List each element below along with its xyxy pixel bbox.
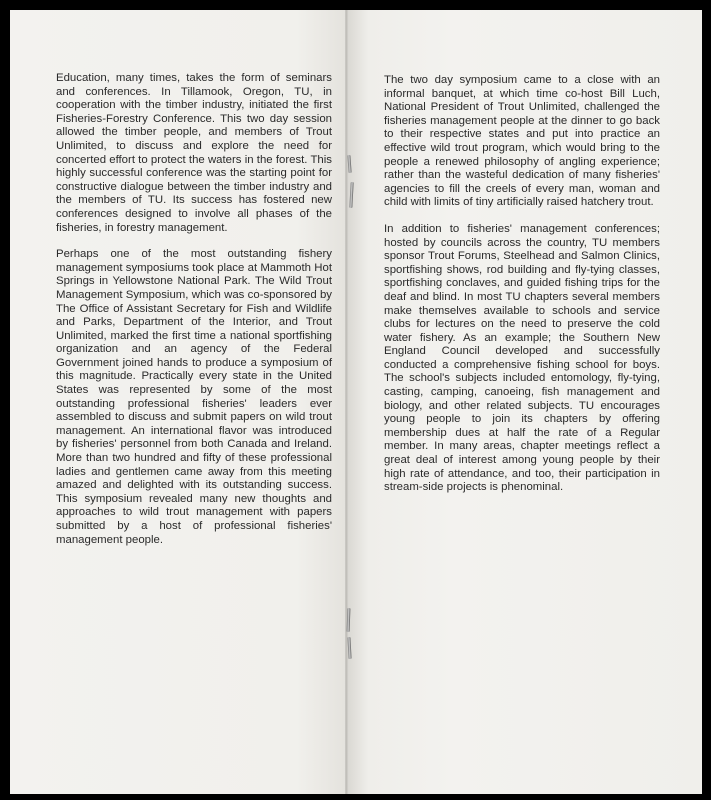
right-text-column — [384, 74, 660, 508]
right-paragraph-1: The two day symposium came to a close with an informal banquet, at which time co-host Bill Luch, National President of Trout Unlimited, challenged the fisheries management people at the dinner to go back to their respective states and put into practice an effective wild trout program, which would bring to the people a renewed philosophy of angling experience; rather than the wasteful dedication of many fisheries' agencies to fill the creels of every man, woman and child with limits of tiny artificially raised hatchery trout. — [384, 74, 660, 209]
left-text-column — [56, 72, 332, 560]
left-paragraph-1: Education, many times, takes the form of seminars and conferences. In Tillamook, Oregon, TU, in cooperation with the timber industry, initiated the first Fisheries-Forestry Conference. This two day session allowed the timber people, and members of Trout Unlimited, to discuss and explore the need for concerted effort to protect the waters in the forest. This highly successful conference was the starting point for constructive dialogue between the timber industry and the members of TU. Its success has fostered new conferences designed to involve all phases of the fisheries, in forestry management. — [56, 72, 332, 234]
booklet-spine — [345, 10, 348, 794]
right-paragraph-2: In addition to fisheries' management conferences; hosted by councils across the country, TU members sponsor Trout Forums, Steelhead and Salmon Clinics, sportfishing shows, rod building and fly-tying classes, sportfishing conclaves, and guided fishing trips for the deaf and blind. In most TU chapters several members make themselves available to schools and service clubs for lectures on the need to preserve the cold water fishery. As an example; the Southern New England Council developed and successfully conducted a comprehensive fishing school for boys. The school's subjects included entomology, fly-tying, casting, camping, canoeing, fish management and biology, and other related subjects. TU encourages young people to join its chapters by offering membership dues at half the rate of a Regular member. In many areas, chapter meetings reflect a great deal of interest among young people by their high rate of attendance, and too, their participation in stream-side projects is phenominal. — [384, 222, 660, 494]
booklet-spread — [10, 10, 702, 794]
left-page — [10, 10, 347, 794]
left-paragraph-2: Perhaps one of the most outstanding fishery management symposiums took place at Mammoth Hot Springs in Yellowstone National Park. The Wild Trout Management Symposium, which was co-sponsored by The Office of Assistant Secretary for Fish and Wildlife and Parks, Department of the Interior, and Trout Unlimited, marked the first time a national sportfishing organization and an agency of the Federal Government joined hands to produce a symposium of this magnitude. Practically every state in the United States was represented by some of the most outstanding professional fisheries' leaders ever assembled to discuss and submit papers on wild trout management. An international flavor was introduced by fisheries' personnel from both Canada and Ireland. More than two hundred and fifty of these professional ladies and gentlemen came away from this meeting amazed and delighted with its outstanding success. This symposium revealed many new thoughts and approaches to wild trout management with papers submitted by a host of professional fisheries' management people. — [56, 248, 332, 546]
